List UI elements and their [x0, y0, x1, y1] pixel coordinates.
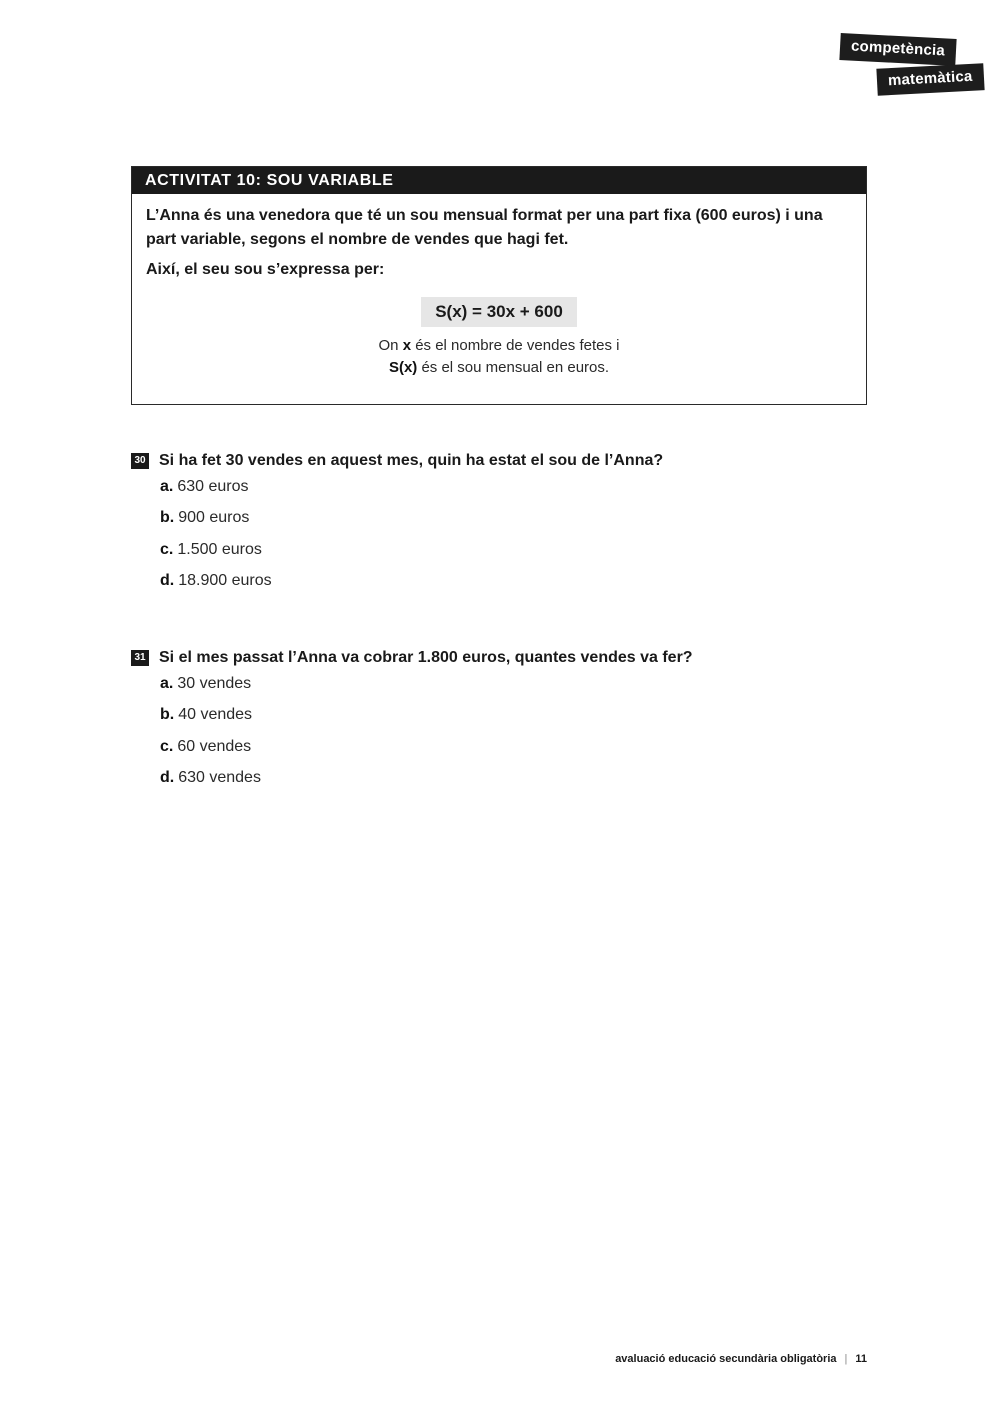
note-line1-pre: On [378, 337, 403, 354]
page-number: 11 [855, 1353, 867, 1365]
option-c[interactable] [160, 541, 663, 572]
activity-box [131, 166, 867, 405]
options-list [160, 675, 693, 801]
option-text: 630 vendes [178, 769, 261, 787]
note-sx-var: S(x) [388, 359, 418, 376]
footer-text: avaluació educació secundària obligatòria [615, 1353, 837, 1365]
question-text: Si el mes passat l’Anna va cobrar 1.800 euros, quantes vendes va fer? [159, 649, 693, 666]
option-letter: c. [160, 737, 174, 755]
option-text: 1.500 euros [177, 540, 262, 558]
matematica-tag: matemàtica [876, 63, 984, 96]
question-header [131, 649, 693, 667]
option-text: 900 euros [178, 509, 250, 527]
competencia-tag: competència [839, 33, 956, 66]
question-31 [131, 649, 693, 801]
option-letter: a. [160, 478, 174, 495]
option-d[interactable] [160, 769, 693, 800]
formula-note [146, 335, 852, 379]
activity-intro-2: Així, el seu sou s’expressa per: [146, 261, 385, 278]
note-line1-post: és el nombre de vendes fetes i [411, 337, 620, 354]
option-b[interactable] [160, 706, 693, 737]
option-letter: d. [160, 572, 175, 590]
option-c[interactable] [160, 738, 693, 769]
question-number-badge: 31 [131, 650, 149, 666]
option-d[interactable] [160, 572, 663, 603]
option-letter: d. [160, 769, 175, 787]
page-footer [615, 1353, 867, 1365]
options-list [160, 478, 663, 604]
option-letter: c. [160, 540, 174, 558]
formula-wrap [146, 297, 852, 327]
option-text: 630 euros [177, 478, 249, 495]
option-text: 30 vendes [177, 675, 252, 692]
option-letter: b. [160, 706, 175, 724]
option-text: 40 vendes [178, 706, 253, 724]
option-a[interactable] [160, 675, 693, 706]
option-b[interactable] [160, 509, 663, 540]
option-letter: a. [160, 675, 174, 692]
option-text: 18.900 euros [178, 572, 272, 590]
option-letter: b. [160, 509, 175, 527]
activity-intro: L’Anna és una venedora que té un sou mensual format per una part fixa (600 euros) i una part variable, segons el nombre de vendes que hagi fet. [146, 207, 823, 248]
note-x-var: x [402, 337, 412, 354]
question-30 [131, 452, 663, 604]
question-text: Si ha fet 30 vendes en aquest mes, quin ha estat el sou de l’Anna? [159, 452, 664, 469]
formula: S(x) = 30x + 600 [421, 297, 577, 327]
option-a[interactable] [160, 478, 663, 509]
option-text: 60 vendes [177, 737, 252, 755]
activity-title: ACTIVITAT 10: SOU VARIABLE [132, 167, 866, 194]
question-number-badge: 30 [131, 453, 149, 469]
footer-separator: | [844, 1353, 848, 1365]
note-line2-post: és el sou mensual en euros. [417, 359, 610, 376]
activity-body [132, 194, 866, 379]
question-header [131, 452, 663, 470]
